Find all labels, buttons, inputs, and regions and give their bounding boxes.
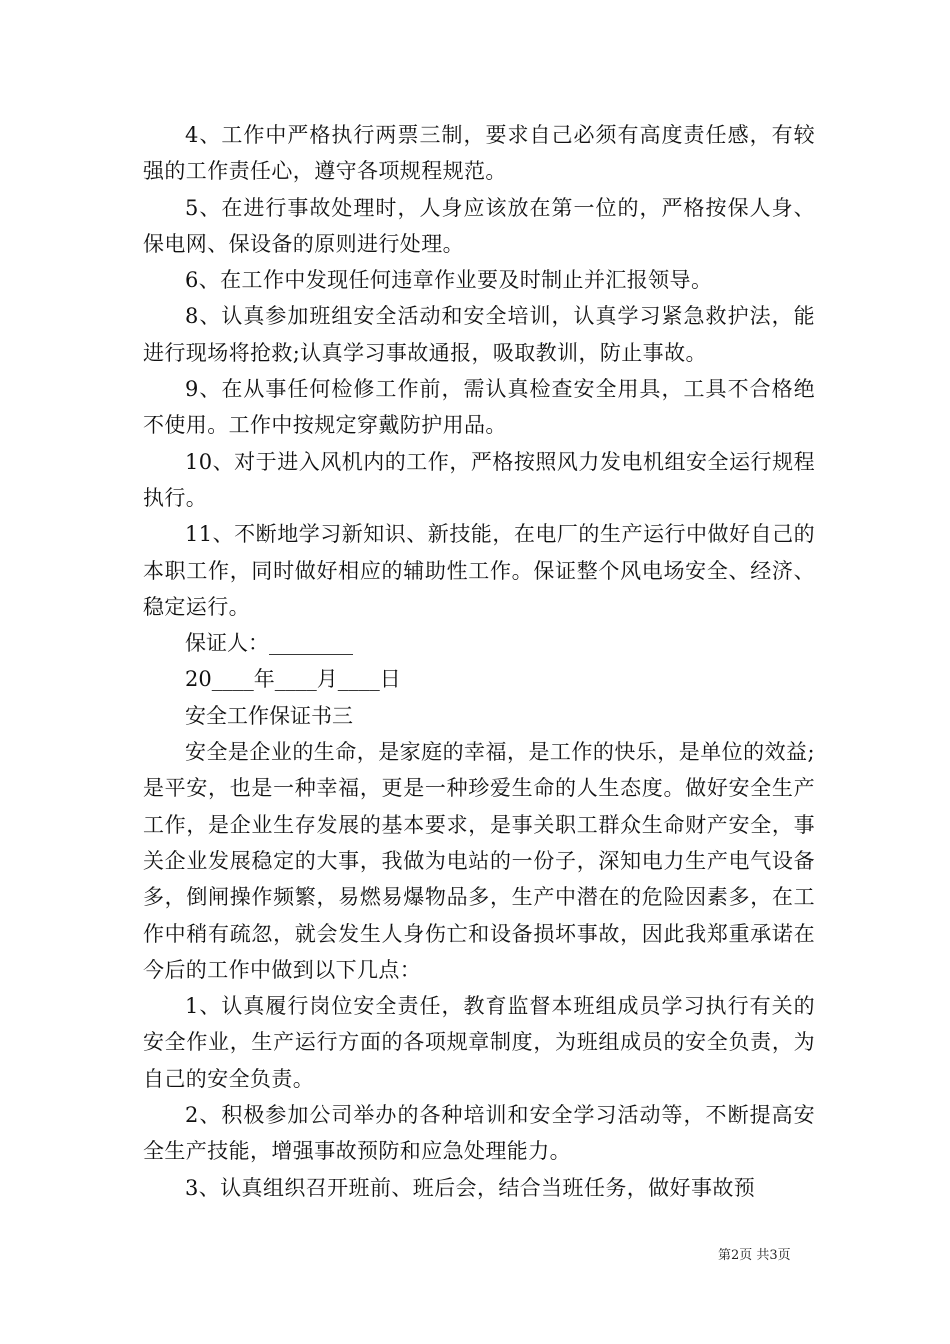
commitment-item-1: 1、认真履行岗位安全责任，教育监督本班组成员学习执行有关的安全作业，生产运行方面的各项规章制度，为班组成员的安全负责，为自己的安全负责。 [143, 994, 815, 1091]
date-line: 20____年____月____日 [185, 667, 401, 692]
paragraph-item-9: 9、在从事任何检修工作前，需认真检查安全用具，工具不合格绝不使用。工作中按规定穿戴防护用品。 [143, 377, 815, 438]
guarantor-signature-line: 保证人：________ [185, 631, 353, 656]
paragraph-item-4: 4、工作中严格执行两票三制，要求自己必须有高度责任感，有较强的工作责任心，遵守各项规程规范。 [143, 123, 815, 184]
commitment-item-3: 3、认真组织召开班前、班后会，结合当班任务，做好事故预 [185, 1175, 756, 1200]
paragraph-item-11: 11、不断地学习新知识、新技能，在电厂的生产运行中做好自己的本职工作，同时做好相应的辅助性工作。保证整个风电场安全、经济、稳定运行。 [143, 522, 815, 619]
commitment-item-2: 2、积极参加公司举办的各种培训和安全学习活动等，不断提高安全生产技能，增强事故预防和应急处理能力。 [143, 1103, 815, 1164]
section-intro-paragraph: 安全是企业的生命，是家庭的幸福，是工作的快乐，是单位的效益;是平安，也是一种幸福，更是一种珍爱生命的人生态度。做好安全生产工作，是企业生存发展的基本要求，是事关职工群众生命财产安全，事关企业发展稳定的大事，我做为电站的一份子，深知电力生产电气设备多，倒闸操作频繁，易燃易爆物品多，生产中潜在的危险因素多，在工作中稍有疏忽，就会发生人身伤亡和设备损坏事故，因此我郑重承诺在今后的工作中做到以下几点： [143, 740, 815, 982]
section-title: 安全工作保证书三 [185, 703, 353, 728]
document-body [143, 117, 815, 1206]
paragraph-item-8: 8、认真参加班组安全活动和安全培训，认真学习紧急救护法，能进行现场将抢救;认真学习事故通报，吸取教训，防止事故。 [143, 304, 815, 365]
page-number-footer: 第2页 共3页 [718, 1248, 791, 1263]
paragraph-item-10: 10、对于进入风机内的工作，严格按照风力发电机组安全运行规程执行。 [143, 449, 815, 510]
paragraph-item-6: 6、在工作中发现任何违章作业要及时制止并汇报领导。 [185, 268, 713, 293]
paragraph-item-5: 5、在进行事故处理时，人身应该放在第一位的，严格按保人身、保电网、保设备的原则进行处理。 [143, 195, 815, 256]
